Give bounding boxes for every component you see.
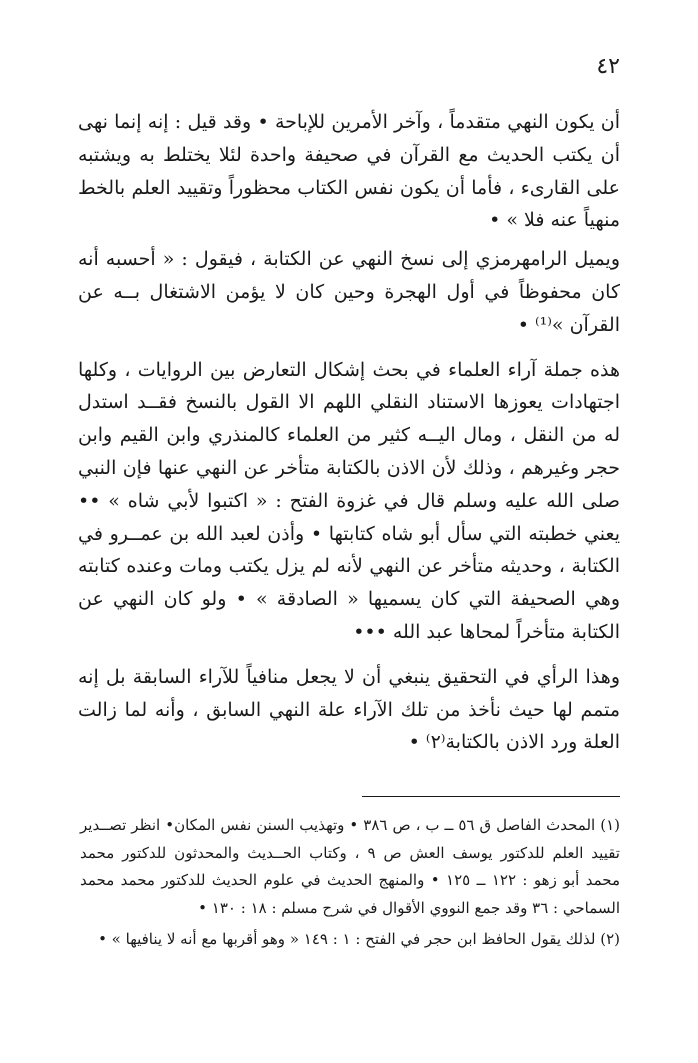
main-text [78, 106, 620, 759]
footnotes [80, 812, 620, 954]
page-number: ٤٢ [596, 54, 620, 79]
footnote-1: (١) المحدث الفاصل ق ٥٦ ــ ب ، ص ٣٨٦ • وتهذيب السنن نفس المكان• انظر تصــدير تقييد العلم للدكتور يوسف العش ص ٩ ، وكتاب الحــديث والمحدثون للدكتور محمد محمد أبو زهو : ١٢٢ ــ ١٢٥ • والمنهج الحديث في علوم الحديث للدكتور محمد محمد السماحي : ٣٦ وقد جمع النووي الأقوال في شرح مسلم : ١٨ : ١٣٠ • [80, 816, 621, 917]
paragraph-3: هذه جملة آراء العلماء في بحث إشكال التعارض بين الروايات ، وكلها اجتهادات يعوزها الاستناد النقلي اللهم الا القول بالنسخ فقــد استدل له من النقل ، ومال اليــه كثير من العلماء كالمنذري وابن القيم وابن حجر وغيرهم ، وذلك لأن الاذن بالكتابة متأخر عن النهي عنها فإن النبي صلى الله عليه وسلم قال في غزوة الفتح : « اكتبوا لأبي شاه » •• يعني خطبته التي سأل أبو شاه كتابتها • وأذن لعبد الله بن عمــرو في الكتابة ، وحديثه متأخر عن النهي لأنه لم يزل يكتب ومات وعنده كتابته وهي الصحيفة التي كان يسميها « الصادقة » • ولو كان النهي عن الكتابة متأخراً لمحاها عبد الله ••• [78, 358, 620, 643]
paragraph-2: ويميل الرامهرمزي إلى نسخ النهي عن الكتابة ، فيقول : « أحسبه أنه كان محفوظاً في أول الهجرة وحين كان لا يؤمن الاشتغال بــه عن القرآن »⁽¹⁾ • [78, 248, 620, 336]
footnote-divider [362, 796, 620, 797]
paragraph-4: وهذا الرأي في التحقيق ينبغي أن لا يجعل منافياً للآراء السابقة بل إنه متمم لها حيث نأخذ من تلك الآراء علة النهي السابق ، وأنه لما زالت العلة ورد الاذن بالكتابة⁽٢⁾ • [78, 665, 620, 754]
footnote-2: (٢) لذلك يقول الحافظ ابن حجر في الفتح : ١ : ١٤٩ « وهو أقربها مع أنه لا ينافيها » • [98, 930, 620, 948]
paragraph-1: أن يكون النهي متقدماً ، وآخر الأمرين للإباحة • وقد قيل : إنه إنما نهى أن يكتب الحديث مع القرآن في صحيفة واحدة لئلا يختلط به ويشتبه على القارىء ، فأما أن يكون نفس الكتاب محظوراً وتقييد العلم بالخط منهياً عنه فلا » • [78, 111, 620, 232]
